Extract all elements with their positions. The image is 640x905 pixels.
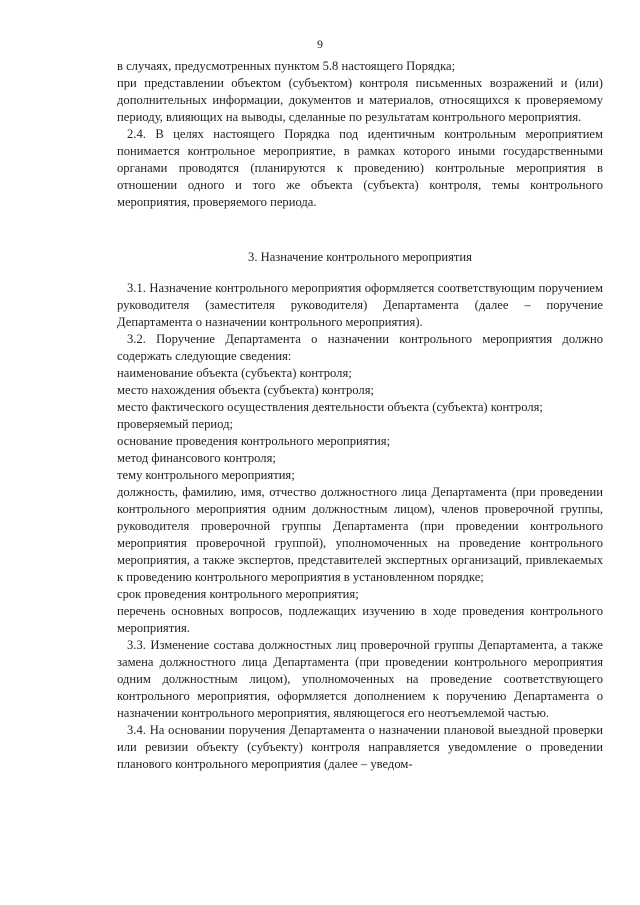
list-item: место нахождения объекта (субъекта) контроля; — [117, 383, 374, 397]
paragraph: 3.1. Назначение контрольного мероприятия оформляется соответствующим поручением руководителя (заместителя руководителя) Департамента (далее – поручение Департамента о назначении контрольного мероприятия). — [117, 281, 603, 329]
list-item: проверяемый период; — [117, 417, 234, 431]
list-item: место фактического осуществления деятельности объекта (субъекта) контроля; — [117, 400, 543, 414]
text-block-main — [117, 280, 603, 773]
list-item: тему контрольного мероприятия; — [117, 468, 295, 482]
text-block-top — [117, 58, 603, 211]
list-item: должность, фамилию, имя, отчество должностного лица Департамента (при проведении контрольного мероприятия одним должностным лицом), членов проверочной группы, руководителя проверочной группы Департамента (при проведении контрольного мероприятия проверочной группой), уполномоченных на проведение контрольного мероприятия, а также экспертов, представителей экспертных организаций, привлекаемых к проведению контрольного мероприятия в установленном порядке; — [117, 485, 603, 584]
paragraph: 2.4. В целях настоящего Порядка под идентичным контрольным мероприятием понимается контрольное мероприятие, в рамках которого иными государственными органами проводятся (планируются к проведению) контрольные мероприятия в отношении одного и того же объекта (субъекта) контроля, темы контрольного мероприятия, проверяемого периода. — [117, 127, 603, 209]
paragraph: при представлении объектом (субъектом) контроля письменных возражений и (или) дополнительных информации, документов и материалов, относящихся к проверяемому периоду, влияющих на выводы, сделанные по результатам контрольного мероприятия. — [117, 76, 603, 124]
list-item: наименование объекта (субъекта) контроля; — [117, 366, 352, 380]
paragraph: 3.4. На основании поручения Департамента о назначении плановой выездной проверки или ревизии объекту (субъекту) контроля направляется уведомление о проведении планового контрольного мероприятия (далее – уведом- — [117, 723, 603, 771]
paragraph: 3.2. Поручение Департамента о назначении контрольного мероприятия должно содержать следующие сведения: — [117, 332, 603, 363]
list-item: перечень основных вопросов, подлежащих изучению в ходе проведения контрольного мероприятия. — [117, 604, 603, 635]
list-item: метод финансового контроля; — [117, 451, 276, 465]
list-item: срок проведения контрольного мероприятия; — [117, 587, 359, 601]
page-number: 9 — [317, 37, 323, 51]
paragraph: в случаях, предусмотренных пунктом 5.8 настоящего Порядка; — [117, 59, 456, 73]
section-heading: 3. Назначение контрольного мероприятия — [248, 250, 472, 264]
paragraph: 3.3. Изменение состава должностных лиц проверочной группы Департамента, а также замена должностного лица Департамента (при проведении контрольного мероприятия одним должностным лицом), уполномоченных на проведение соответствующего контрольного мероприятия, оформляется дополнением к поручению Департамента о назначении контрольного мероприятия, являющегося его неотъемлемой частью. — [117, 638, 603, 720]
list-item: основание проведения контрольного мероприятия; — [117, 434, 391, 448]
